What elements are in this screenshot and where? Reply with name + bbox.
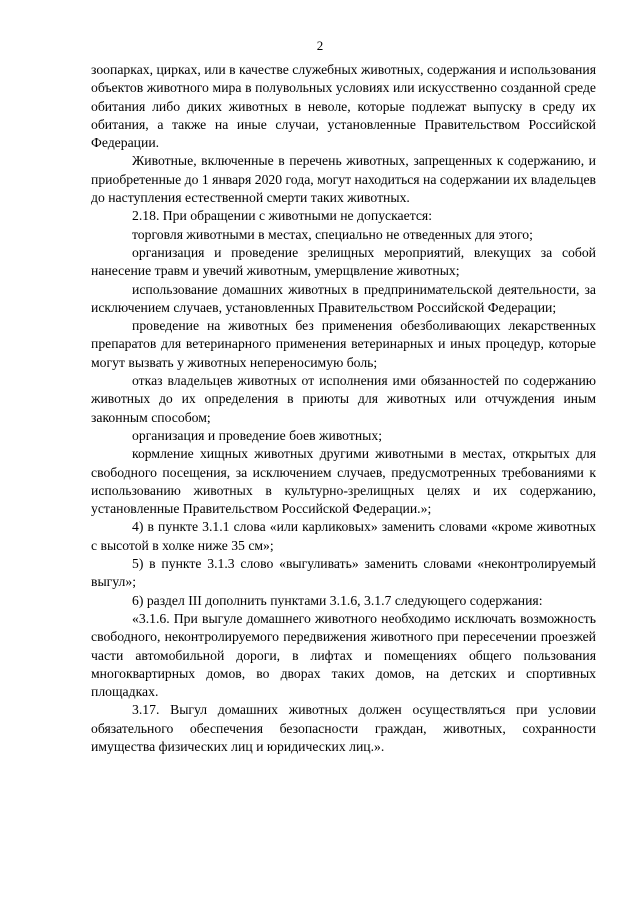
list-item: кормление хищных животных другими животными в местах, открытых для свободного посещения, за исключением случаев, предусмотренных требованиями к использованию животных в культурно-зрелищных целях и их содержанию, установленные Правительством Российской Федерации.»;	[91, 446, 596, 517]
clause-3-1-6: «3.1.6. При выгуле домашнего животного необходимо исключать возможность свободного, неконтролируемого передвижения животного при пересечении проезжей части автомобильной дороги, в лифтах и помещениях общего пользования многоквартирных домов, во дворах таких домов, на детских и спортивных площадках.	[91, 610, 596, 700]
paragraph: Животные, включенные в перечень животных, запрещенных к содержанию, и приобретенные до 1 января 2020 года, могут находиться на содержании их владельцев до наступления естественной смерти таких животных.	[91, 153, 596, 206]
list-item: организация и проведение зрелищных мероприятий, влекущих за собой нанесение травм и увечий животным, умерщвление животных;	[91, 244, 596, 279]
amendment-item-4: 4) в пункте 3.1.1 слова «или карликовых» заменить словами «кроме животных с высотой в холке ниже 35 см»;	[91, 519, 596, 553]
list-item: организация и проведение боев животных;	[132, 427, 382, 443]
clause-3-17: 3.17. Выгул домашних животных должен осуществляться при условии обязательного обеспечения безопасности граждан, животных, сохранности имущества физических лиц и юридических лиц.».	[91, 702, 596, 754]
list-item: отказ владельцев животных от исполнения ими обязанностей по содержанию животных до их определения в приюты для животных или отчуждения иным законным способом;	[91, 373, 596, 425]
page-number: 2	[316, 38, 324, 53]
list-item: торговля животными в местах, специально не отведенных для этого;	[132, 226, 533, 242]
list-item: использование домашних животных в предпринимательской деятельности, за исключением случаев, установленных Правительством Российской Федерации;	[91, 281, 596, 315]
paragraph: зоопарках, цирках, или в качестве служебных животных, содержания и использования объектов животного мира в полувольных условиях или искусственно созданной среде обитания либо диких животных в неволе, которые подлежат выпуску в среду их обитания, а также на иные случаи, установленные Правительством Российской Федерации.	[91, 62, 596, 151]
amendment-item-5: 5) в пункте 3.1.3 слово «выгуливать» заменить словами «неконтролируемый выгул»;	[91, 556, 596, 590]
section-heading-2-18: 2.18. При обращении с животными не допускается:	[132, 208, 433, 224]
amendment-item-6: 6) раздел III дополнить пунктами 3.1.6, 3.1.7 следующего содержания:	[132, 592, 543, 608]
list-item: проведение на животных без применения обезболивающих лекарственных препаратов для ветеринарного применения ветеринарных и иных процедур, которые могут вызвать у животных непереносимую боль;	[91, 318, 596, 370]
document-body	[91, 61, 596, 756]
